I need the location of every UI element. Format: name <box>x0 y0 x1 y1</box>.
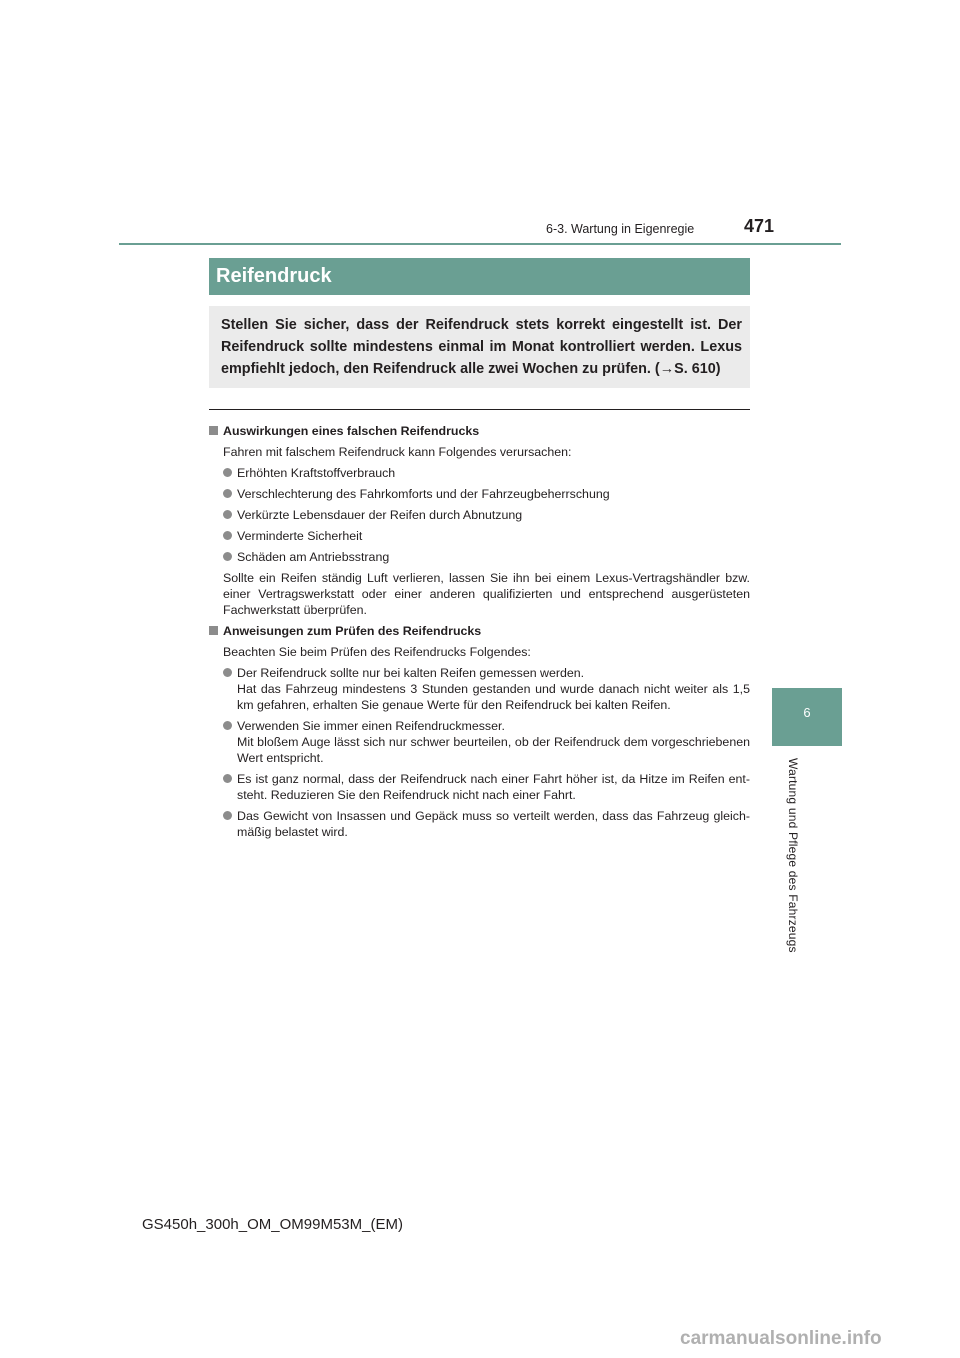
subsection-heading-text: Anweisungen zum Prüfen des Reifendrucks <box>223 624 482 638</box>
circle-bullet-icon <box>223 489 232 498</box>
intro-box: Stellen Sie sicher, dass der Reifendruck stets korrekt eingestellt ist. Der Reifendruck sollte mindestens einmal im Monat kontrolliert werden. Lexus empfiehlt jedoch, den Reifendruck alle zwei Wochen zu prüfen. (→S. 610) <box>209 306 750 388</box>
list-item-text: Der Reifendruck sollte nur bei kalten Reifen gemessen werden. Hat das Fahrzeug mindestens 3 Stunden gestanden und wurde danach nicht weiter als 1,5 km gefahren, erhalten Sie genaue Werte für den Reifendruck bei kalten Reifen. <box>237 666 750 712</box>
subsection-heading-text: Auswirkungen eines falschen Reifendrucks <box>223 424 480 438</box>
list-item-text: Verwenden Sie immer einen Reifendruckmesser. Mit bloßem Auge lässt sich nur schwer beurteilen, ob der Reifendruck dem vorgeschriebenen Wert entspricht. <box>237 719 750 765</box>
circle-bullet-icon <box>223 531 232 540</box>
circle-bullet-icon <box>223 552 232 561</box>
header-divider <box>119 243 841 245</box>
chapter-title-vertical: Wartung und Pflege des Fahrzeugs <box>786 758 800 953</box>
list-item <box>209 528 750 544</box>
list-item <box>209 665 750 713</box>
list-item-text: Das Gewicht von Insassen und Gepäck muss so verteilt werden, dass das Fahrzeug gleichmäßig belastet wird. <box>237 809 750 839</box>
list-item <box>209 507 750 523</box>
list-item-text: Verminderte Sicherheit <box>237 529 363 543</box>
square-bullet-icon <box>209 626 218 635</box>
chapter-tab <box>772 688 842 746</box>
circle-bullet-icon <box>223 774 232 783</box>
footer-doc-id: GS450h_300h_OM_OM99M53M_(EM) <box>142 1216 403 1233</box>
list-item-text: Es ist ganz normal, dass der Reifendruck nach einer Fahrt höher ist, da Hitze im Reifen entsteht. Reduzieren Sie den Reifendruck nicht nach einer Fahrt. <box>237 772 750 802</box>
header-section-title: 6-3. Wartung in Eigenregie <box>546 222 695 236</box>
chapter-number: 6 <box>803 705 811 720</box>
subsection-note: Sollte ein Reifen ständig Luft verlieren, lassen Sie ihn bei einem Lexus-Vertragshändler bzw. einer Vertragswerkstatt oder einer anderen qualifizierten und entsprechend ausgerüsteten Fachwerkstatt überprüfen. <box>223 571 750 617</box>
list-item <box>209 486 750 502</box>
list-item-text: Verschlechterung des Fahrkomforts und der Fahrzeugbeherrschung <box>237 487 610 501</box>
list-item <box>209 465 750 481</box>
subsection-instructions <box>209 623 750 840</box>
list-item <box>209 549 750 565</box>
circle-bullet-icon <box>223 668 232 677</box>
list-item <box>209 771 750 803</box>
subsection-heading <box>209 423 750 439</box>
section-title: Reifendruck <box>209 258 750 295</box>
intro-divider <box>209 409 750 410</box>
subsection-lead: Fahren mit falschem Reifendruck kann Folgendes verursachen: <box>223 445 572 459</box>
subsection-heading <box>209 623 750 639</box>
circle-bullet-icon <box>223 721 232 730</box>
list-item-text: Erhöhten Kraftstoffverbrauch <box>237 466 396 480</box>
watermark: carmanualsonline.info <box>680 1328 882 1349</box>
subsection-effects <box>209 423 750 618</box>
list-item-text: Schäden am Antriebsstrang <box>237 550 390 564</box>
subsection-lead: Beachten Sie beim Prüfen des Reifendrucks Folgendes: <box>223 645 531 659</box>
circle-bullet-icon <box>223 510 232 519</box>
list-item-text: Verkürzte Lebensdauer der Reifen durch Abnutzung <box>237 508 523 522</box>
content <box>209 418 750 840</box>
list-item <box>209 808 750 840</box>
list-item <box>209 718 750 766</box>
square-bullet-icon <box>209 426 218 435</box>
circle-bullet-icon <box>223 811 232 820</box>
circle-bullet-icon <box>223 468 232 477</box>
page-number: 471 <box>744 216 775 236</box>
